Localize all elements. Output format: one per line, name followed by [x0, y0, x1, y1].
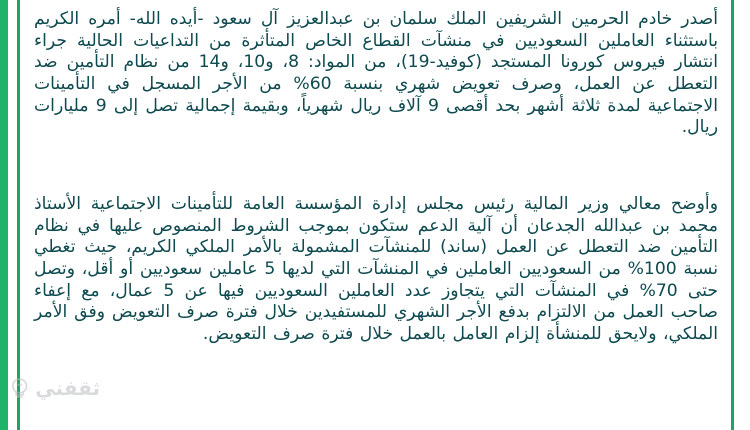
lightbulb-icon [8, 371, 31, 405]
article-paragraph-1: أصدر خادم الحرمين الشريفين الملك سلمان بن عبدالعزيز آل سعود -أيده الله- أمره الكريم باستثناء العاملين السعوديين في منشآت القطاع الخاص المتأثرة من التداعيات الحالية جراء انتشار فيروس كورونا المستجد (كوفيد-19)، من المواد: 8، و10، و14 من نظام التأمين ضد التعطل عن العمل، وصرف تعويض شهري بنسبة 60% من الأجر المسجل في التأمينات الاجتماعية لمدة ثلاثة أشهر بحد أقصى 9 آلاف ريال شهرياً، وبقيمة إجمالية تصل إلى 9 مليارات ريال. [34, 9, 719, 138]
site-watermark [8, 360, 100, 416]
article-paragraph-2: وأوضح معالي وزير المالية رئيس مجلس إدارة المؤسسة العامة للتأمينات الاجتماعية الأستاذ محمد بن عبدالله الجدعان أن آلية الدعم ستكون بموجب الشروط المنصوص عليها في نظام التأمين ضد التعطل عن العمل (ساند) للمنشآت المشمولة بالأمر الملكي الكريم، حيث تغطي نسبة 100% من السعوديين العاملين في المنشآت التي لديها 5 عاملين سعوديين أو أقل، وتصل حتى 70% في المنشآت التي يتجاوز عدد العاملين السعوديين فيها عن 5 عمال، مع إعفاء صاحب العمل من الالتزام بدفع الأجر الشهري للمستفيدين خلال فترة صرف التعويض وفق الأمر الملكي، ولايحق للمنشأة إلزام العامل بالعمل خلال فترة صرف التعويض. [34, 194, 718, 344]
frame-line-right [731, 0, 734, 430]
watermark-text: ثقفني [35, 376, 100, 400]
left-accent-bar [0, 0, 8, 430]
